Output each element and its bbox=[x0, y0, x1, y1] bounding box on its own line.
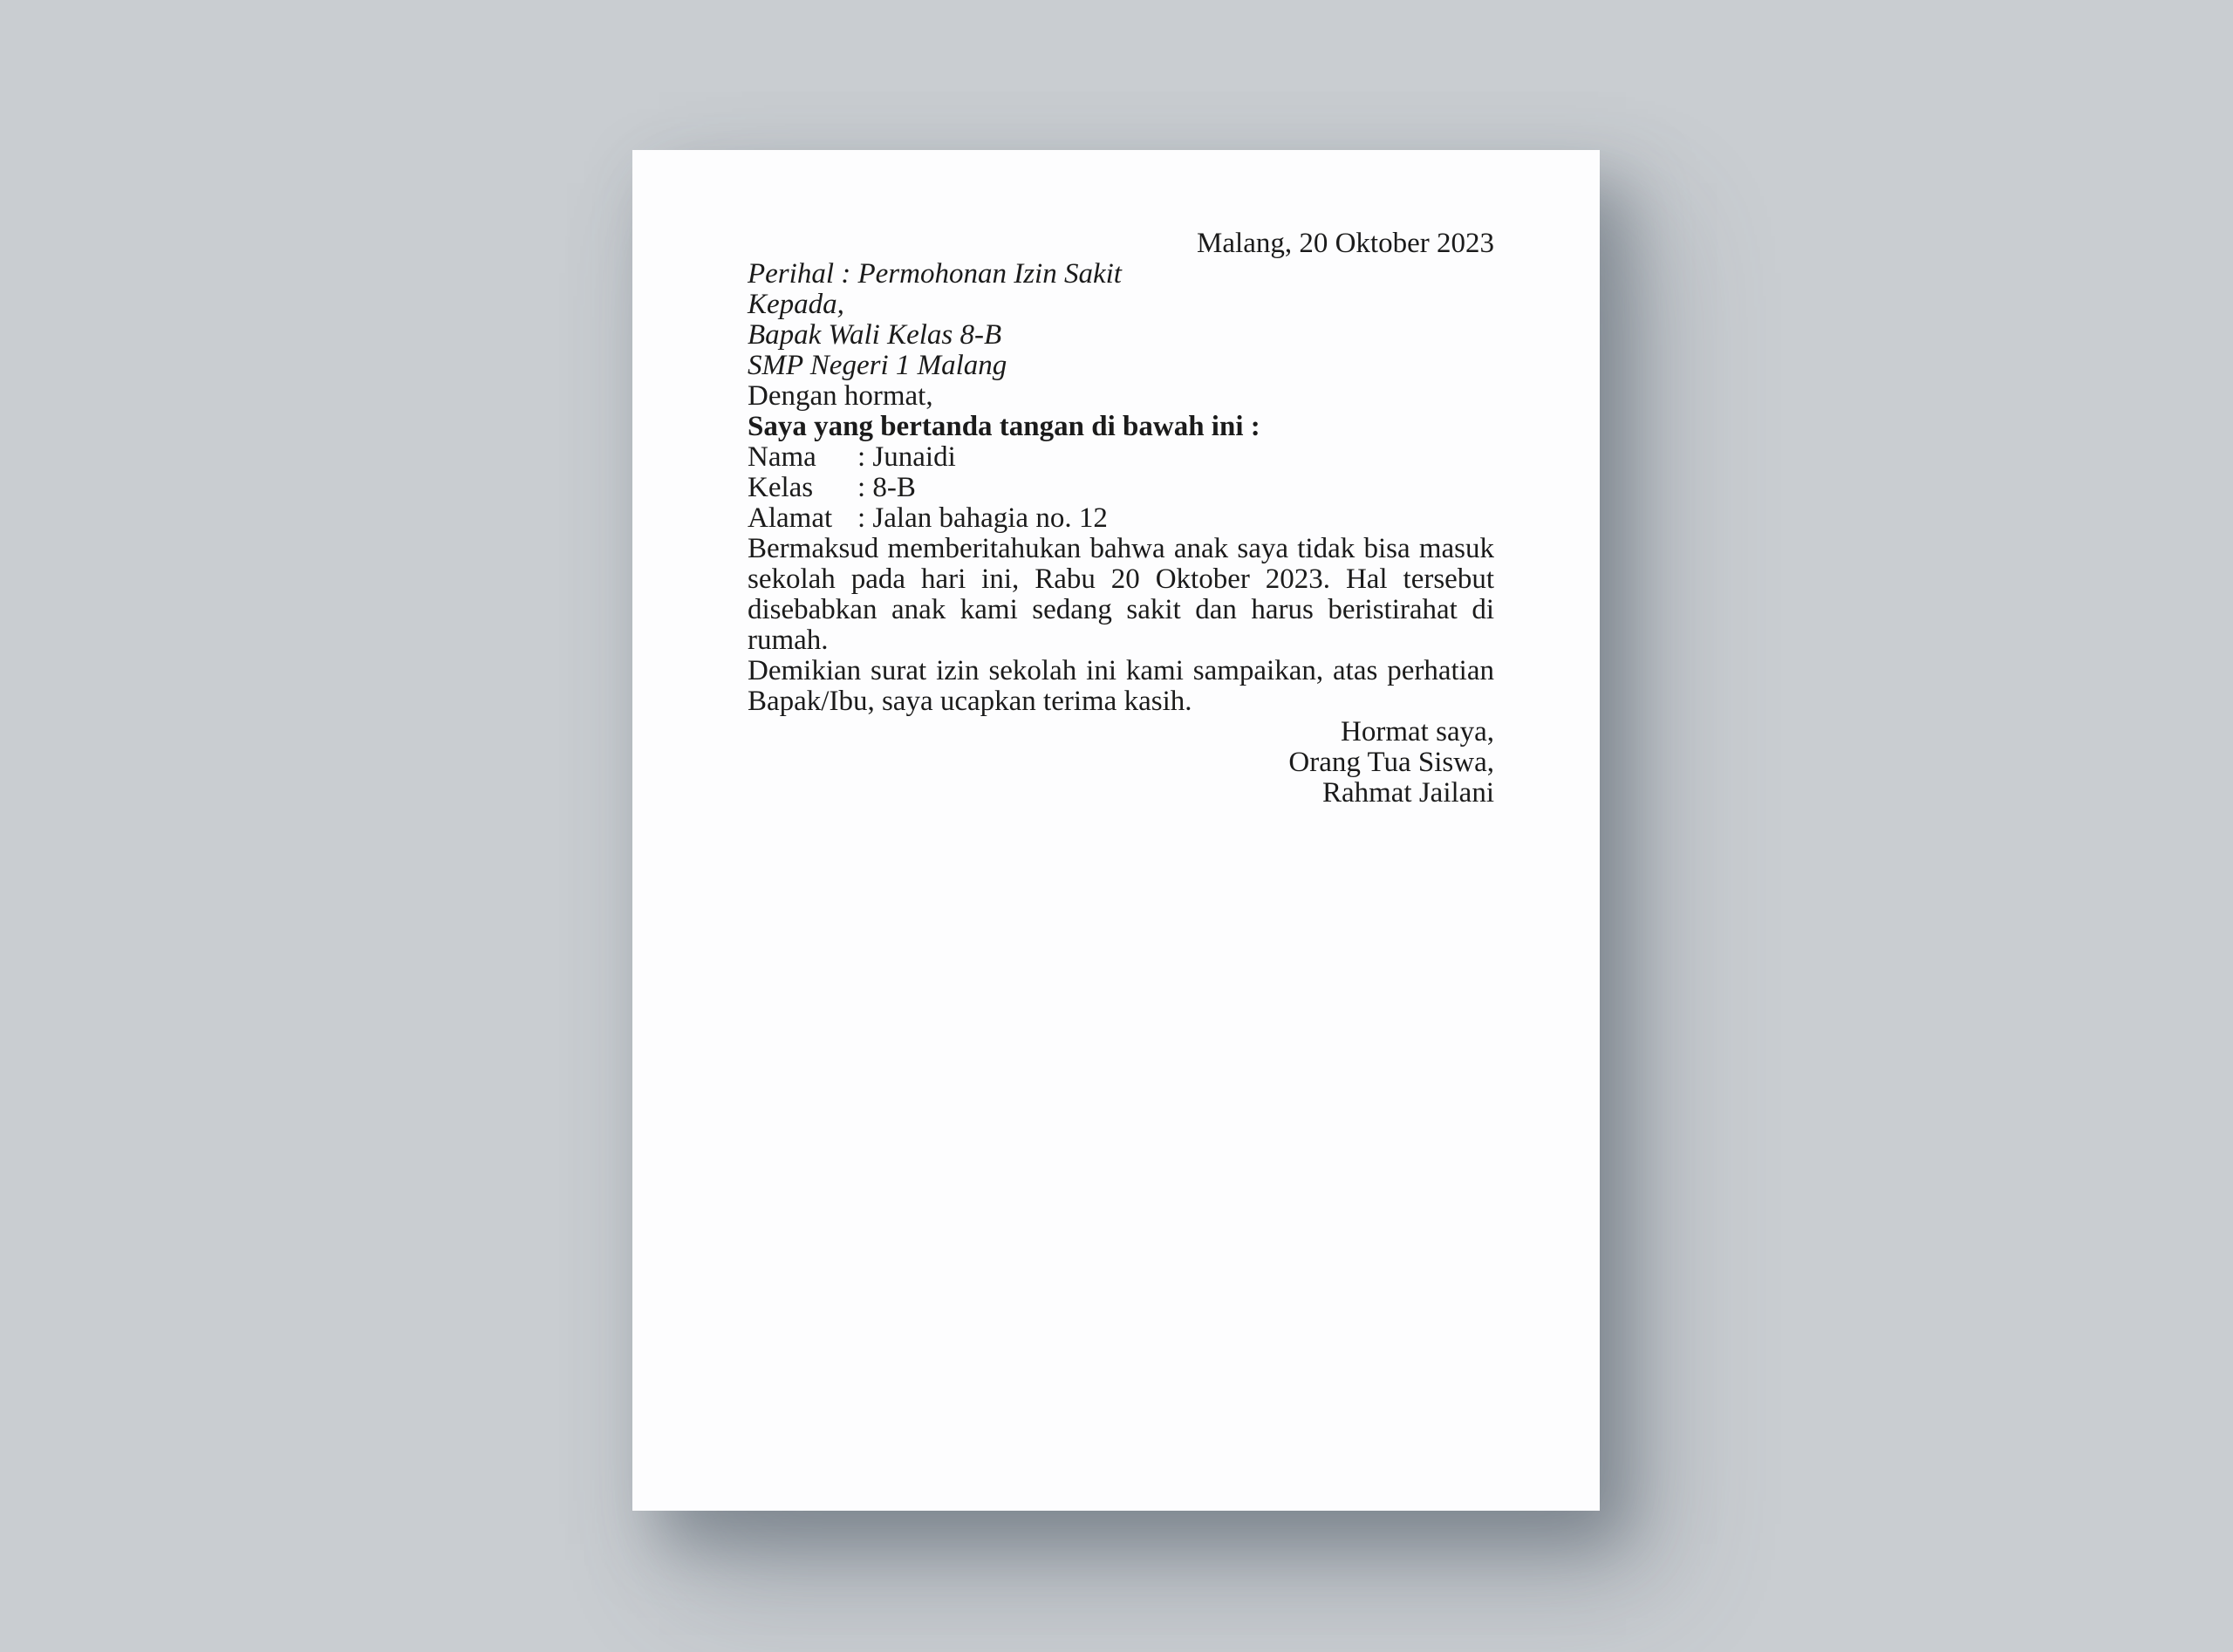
body-paragraph-closing: Demikian surat izin sekolah ini kami sampaikan, atas perhatian Bapak/Ibu, saya ucapkan terima kasih. bbox=[748, 655, 1494, 717]
recipient-line-kepada: Kepada, bbox=[748, 289, 844, 320]
subject-line: Perihal : Permohonan Izin Sakit bbox=[748, 258, 1122, 290]
identity-value-alamat: : Jalan bahagia no. 12 bbox=[857, 502, 1108, 534]
recipient-line-school: SMP Negeri 1 Malang bbox=[748, 350, 1007, 381]
identity-row-kelas bbox=[748, 473, 1494, 503]
recipient-line-wali-kelas: Bapak Wali Kelas 8-B bbox=[748, 319, 1002, 351]
intro-statement: Saya yang bertanda tangan di bawah ini : bbox=[748, 411, 1260, 442]
letter-page bbox=[632, 150, 1600, 1511]
identity-label-kelas: Kelas bbox=[748, 472, 814, 503]
closing-line-hormat-saya: Hormat saya, bbox=[1341, 716, 1494, 747]
letter-content bbox=[748, 150, 1494, 809]
identity-value-nama: : Junaidi bbox=[857, 441, 956, 473]
identity-row-alamat bbox=[748, 503, 1494, 534]
closing-line-orang-tua: Orang Tua Siswa, bbox=[1288, 747, 1494, 778]
signature-name: Rahmat Jailani bbox=[1321, 777, 1494, 809]
identity-label-alamat: Alamat bbox=[748, 502, 833, 534]
identity-row-nama bbox=[748, 442, 1494, 473]
identity-value-kelas: : 8-B bbox=[857, 472, 916, 503]
salutation: Dengan hormat, bbox=[748, 380, 933, 412]
identity-label-nama: Nama bbox=[748, 441, 816, 473]
body-paragraph-reason: Bermaksud memberitahukan bahwa anak saya tidak bisa masuk sekolah pada hari ini, Rabu 20 Oktober 2023. Hal tersebut disebabkan anak kami sedang sakit dan harus beristirahat di rumah. bbox=[748, 533, 1494, 656]
letter-date: Malang, 20 Oktober 2023 bbox=[1197, 228, 1494, 259]
